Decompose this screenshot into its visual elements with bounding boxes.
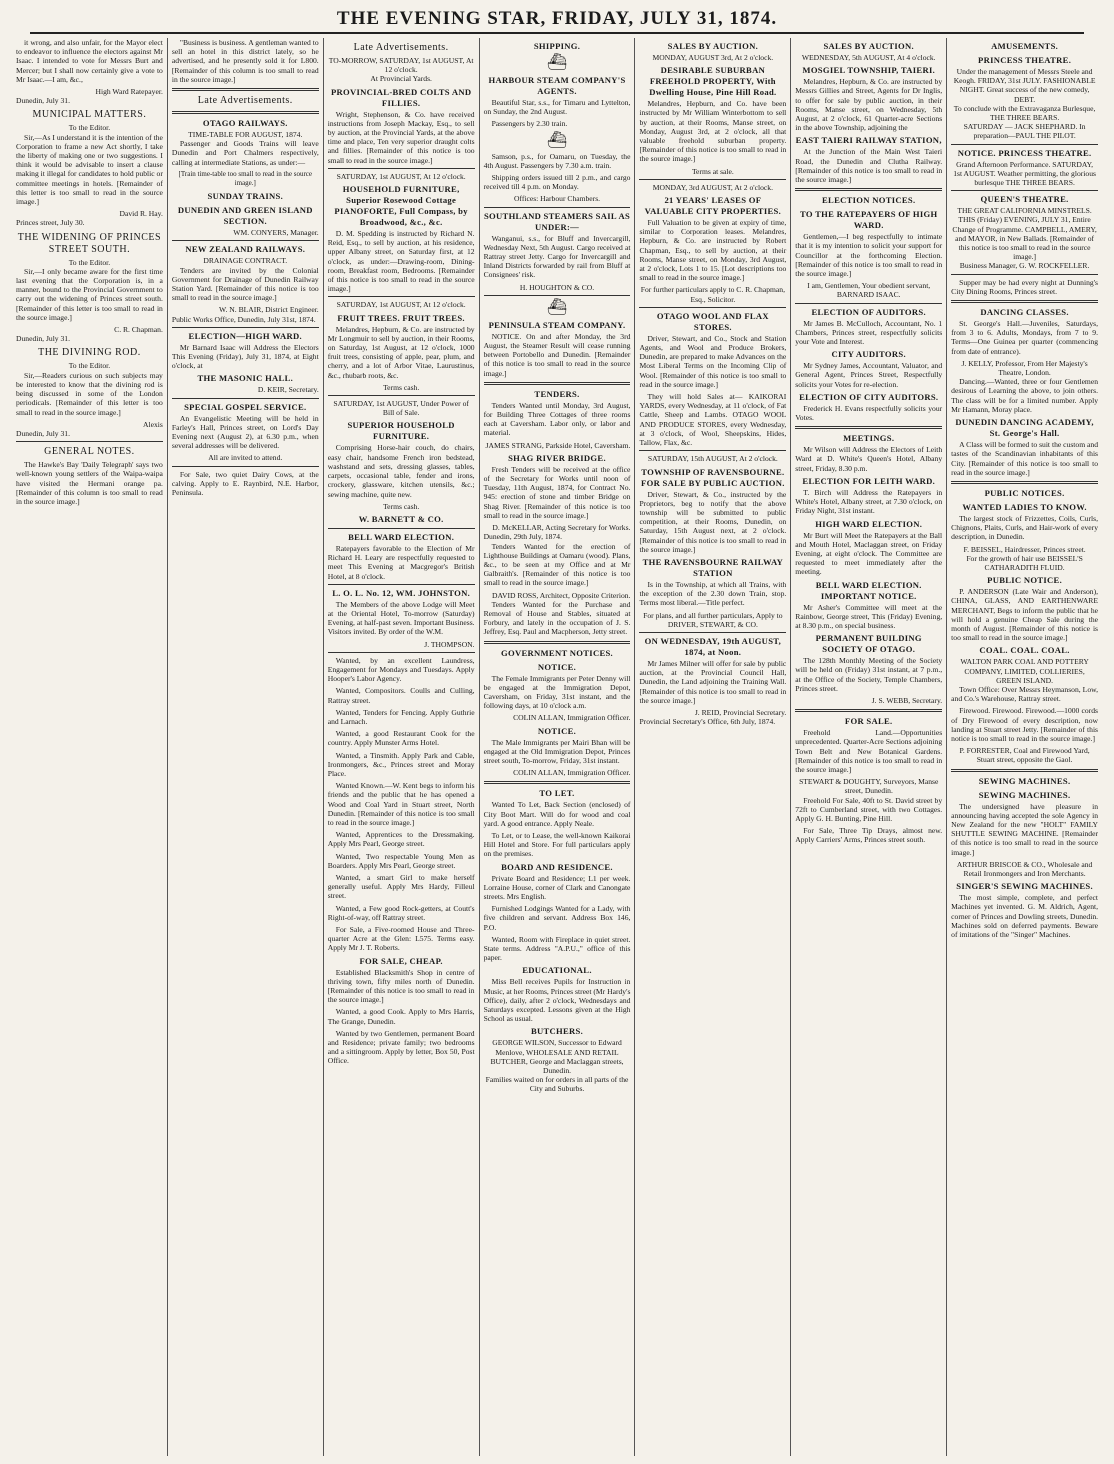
ad-text: D. M. Spedding is instructed by Richard N. Reid, Esq., to sell by auction, at his residence, upper Albany street, on Saturday first, at 12 o'clock, as under:—Drawing-room, Dining-room, Breakfast room, Bedrooms. [Remainder of this notice is too small to read in the source image.] bbox=[327, 229, 475, 294]
ad-title: ELECTION FOR LEITH WARD. bbox=[802, 475, 936, 486]
ad-signature: J. THOMPSON. bbox=[424, 639, 475, 649]
divider bbox=[639, 179, 786, 180]
ad-text: Driver, Stewart, & Co., instructed by the Proprietors, beg to notify that the above township will be submitted to public competition, at their Rooms, Dunedin, on Saturday, 15th August next, at 2 o'clock. [Remainder of this notice is too small to read in the source image.] bbox=[639, 489, 787, 554]
divider bbox=[484, 382, 631, 385]
letter-date: Dunedin, July 31. bbox=[16, 428, 70, 438]
letter-signature: David R. Hay. bbox=[119, 209, 163, 219]
ad-date: Public Works Office, Dunedin, July 31st, 1874. bbox=[171, 314, 316, 324]
section-heading: FOR SALE. bbox=[844, 716, 893, 727]
steamship-icon: ⛴ bbox=[546, 54, 568, 71]
classified-ad: Wanted, Tenders for Fencing. Apply Guthrie and Larnach. bbox=[327, 707, 475, 726]
ad-signature: F. BEISSEL, Hairdresser, Princes street. bbox=[963, 544, 1086, 554]
classified-ad: Wanted Known.—W. Kent begs to inform his friends and the public that he has opened a Wood and Coal Yard in Stuart street, North Dunedin. [Remainder of this notice is too small to read in the source image.] bbox=[327, 781, 475, 827]
ad-text: Wanganui, s.s., for Bluff and Invercargill, Wednesday Next, 5th August. Cargo received at Rattray street Jetty. Cargo for Invercargill and Inland Districts forwarded by rail from Bluff at Consignees' risk. bbox=[483, 233, 631, 280]
ad-text: Tenders are invited by the Colonial Government for Drainage of Dunedin Railway Station Yard. [Remainder of this notice is too small to read in the source image.] bbox=[171, 265, 319, 303]
classified-ad: For Sale, Three Tip Drays, almost new. Apply Carriers' Arms, Princes street south. bbox=[795, 826, 943, 845]
ad-text: The undersigned have pleasure in announcing having accepted the sole Agency in New Zealand for the new "HOLT" FAMILY SHUTTLE SEWING MACHINE. [Remainder of this notice is too small to read in the source image.] bbox=[951, 801, 1099, 857]
ad-title: MOSGIEL TOWNSHIP, TAIERI. bbox=[802, 65, 936, 76]
ad-date: TO-MORROW, SATURDAY, 1st AUGUST, At 12 o'clock. bbox=[328, 56, 474, 75]
column-3 bbox=[324, 38, 480, 1456]
ad-signature: I am, Gentlemen, Your obedient servant, BARNARD ISAAC. bbox=[807, 281, 931, 300]
ad-text: The most simple, complete, and perfect Machines yet invented. G. M. Aldrich, Agent, corner of Princes and Dowling streets, Dunedin. Machines sold on deferred payments. Beware of imitations of the "Singer" Machines. bbox=[951, 893, 1099, 940]
classified-ad: Wanted, a Few good Rock-getters, at Coutt's Right-of-way, off Rattray street. bbox=[327, 903, 475, 922]
classified-ad: Wanted, Two respectable Young Men as Boarders. Apply Mrs Pearl, George street. bbox=[327, 851, 475, 870]
ad-text: Tenders Wanted for the erection of Lighthouse Buildings at Oamaru (wood). Plans, &c., to be seen at my Office and at Mr Galbraith's. [Remainder of this notice is too small to read in the source image.] bbox=[483, 541, 631, 588]
ad-title: OTAGO WOOL AND FLAX STORES. bbox=[656, 310, 769, 332]
ad-signature: COLIN ALLAN, Immigration Officer. bbox=[513, 713, 631, 723]
divider bbox=[951, 300, 1098, 303]
section-heading: AMUSEMENTS. bbox=[991, 41, 1059, 51]
classified-ad: Wanted To Let, Back Section (enclosed) of City Boot Mart. Will do for wood and coal yard. A good entrance. Apply Neale. bbox=[483, 800, 631, 828]
ad-signature: D. KEIR, Secretary. bbox=[257, 385, 319, 395]
ad-title: PRINCESS THEATRE. bbox=[978, 55, 1072, 65]
ad-title: NEW ZEALAND RAILWAYS. bbox=[185, 244, 306, 255]
article-heading: THE WIDENING OF PRINCES STREET SOUTH. bbox=[17, 231, 162, 255]
column-6 bbox=[791, 38, 947, 1456]
classified-ad: Wanted by two Gentlemen, permanent Board and Residence; private family; two bedrooms and a sittingroom. Apply by letter, Box 50, Post Office. bbox=[327, 1028, 475, 1066]
classified-ad: GEORGE WILSON, Successor to Edward Menlove, WHOLESALE AND RETAIL BUTCHER, George and Maclaggan streets, Dunedin. bbox=[490, 1038, 624, 1076]
divider bbox=[795, 709, 942, 712]
ad-text: Driver, Stewart, and Co., Stock and Station Agents, and Wool and Produce Brokers, Dunedin, are prepared to make Advances on the Most Liberal Terms on the Incoming Clip of Wool. [Remainder of this notice is too small to read in the source image.] bbox=[639, 333, 787, 389]
divider bbox=[328, 652, 475, 653]
ad-title: NOTICE. bbox=[537, 661, 577, 672]
ad-title: HIGH WARD ELECTION. bbox=[815, 518, 923, 529]
ad-text: Frederick H. Evans respectfully solicits your Votes. bbox=[795, 403, 943, 423]
ad-title: HARBOUR STEAM COMPANY'S AGENTS. bbox=[488, 75, 626, 96]
classified-ad: Furnished Lodgings Wanted for a Lady, with five children and servant. Address Box 146, P.O. bbox=[483, 904, 631, 932]
ad-text: Is in the Township, at which all Trains, with the exception of the 2.30 down Train, stop. Terms most liberal.—Title perfect. bbox=[639, 579, 787, 608]
section-heading: Late Advertisements. bbox=[197, 95, 293, 107]
divider bbox=[951, 769, 1098, 772]
ad-title: 21 YEARS' LEASES OF VALUABLE CITY PROPERTIES. bbox=[644, 195, 782, 217]
ad-date: SATURDAY, 1st AUGUST, At 12 o'clock. bbox=[336, 300, 466, 310]
ad-text: Ratepayers favorable to the Election of Mr Richard H. Leary are respectfully requested to meet This Evening at Macgregor's British Hotel, at 8 o'clock. bbox=[327, 543, 475, 581]
ad-title: OTAGO RAILWAYS. bbox=[202, 118, 288, 129]
ad-title: BELL WARD ELECTION. IMPORTANT NOTICE. bbox=[815, 579, 922, 601]
classified-ad: Wanted, Apprentices to the Dressmaking. Apply Mrs Pearl, George street. bbox=[327, 830, 475, 849]
ad-text: WALTON PARK COAL AND POTTERY COMPANY, LIMITED, COLLIERIES, GREEN ISLAND. bbox=[960, 657, 1089, 685]
ad-date: MONDAY, AUGUST 3rd, At 2 o'clock. bbox=[652, 53, 774, 62]
ad-text: Melandres, Hepburn, and Co. have been instructed by Mr William Winterbottom to sell by auction, at their Rooms, Manse street, on Monday, August 3rd, at 2 o'clock, all that valuable freehold suburban property. [Remainder of this notice is too small to read in the source image.] bbox=[639, 99, 787, 164]
classified-ad: Private Board and Residence; L1 per week. Lorraine House, corner of Clark and Canongate streets. Mrs English. bbox=[483, 873, 631, 901]
ad-text: Mr Burt will Meet the Ratepayers at the Ball and Mouth Hotel, Maclaggan street, on Friday Evening, at eight o'clock. The Committee are requested to meet immediately after the meeting. bbox=[795, 530, 943, 577]
ad-text: Mr Asher's Committee will meet at the Rainbow, George street, This (Friday) Evening, at 8.30 p.m., on special business. bbox=[795, 602, 943, 630]
divider bbox=[172, 466, 319, 467]
ad-text: To conclude with the Extravaganza Burlesque, THE THREE BEARS. bbox=[953, 103, 1096, 123]
ad-text: Tenders Wanted until Monday, 3rd August, for Building Three Cottages of three rooms each at Caversham. Labor only, or labor and material. bbox=[483, 400, 631, 438]
ad-footer: All are invited to attend. bbox=[208, 453, 283, 463]
ad-title: SPECIAL GOSPEL SERVICE. bbox=[184, 401, 307, 412]
divider bbox=[639, 632, 786, 633]
letter-text: Sir,—Readers curious on such subjects may be interested to know that the divining rod is being discussed in some of the London periodicals. [Remainder of this letter is too small to read in the source image.] bbox=[16, 370, 163, 417]
letter-text: Sir,—I only became aware for the first time last evening that the Corporation is, in a manner, bound to the Provincial Government to carry out the widening of Princes street south. [Remainder of this letter is too small to read in the source image.] bbox=[16, 266, 163, 322]
divider bbox=[16, 441, 163, 442]
ad-text: Tenders Wanted for the Purchase and Removal of House and Stables, situated at Forbury, and lately in the occupation of J. S. Jeffrey, Esq. Paul and Macpherson, Jetty street. bbox=[483, 599, 631, 637]
ad-signature: H. HOUGHTON & CO. bbox=[519, 282, 595, 292]
section-heading: BOARD AND RESIDENCE. bbox=[501, 861, 613, 872]
ad-text: An Evangelistic Meeting will be held in Farley's Hall, Princes street, on Lord's Day Evening next (August 2), at 6.30 p.m., when several addresses will be delivered. bbox=[171, 413, 319, 451]
article-subheading: To the Editor. bbox=[68, 361, 111, 371]
ad-title: BELL WARD ELECTION. bbox=[348, 531, 455, 542]
letter-text: it wrong, and also unfair, for the Mayor elect to endeavor to influence the electors against Mr Isaac. I intended to vote for Messrs Burt and Mercer; but I shall now certainly give a vote to Mr Isaac.—I am, &c., bbox=[16, 38, 163, 84]
ad-text: St. George's Hall.—Juveniles, Saturdays, from 3 to 6. Adults, Mondays, from 7 to 9. Terms—One Guinea per quarter (commencing from date of entrance). bbox=[951, 319, 1099, 356]
section-heading: EDUCATIONAL. bbox=[522, 965, 592, 976]
section-heading: TENDERS. bbox=[534, 388, 580, 399]
classified-ad: Wanted, by an excellent Laundress, Engagement for Mondays and Tuesdays. Apply Hooper's Labor Agency. bbox=[327, 655, 475, 684]
ad-text: Dancing.—Wanted, three or four Gentlemen desirous of Learning the above, to join others. The class will be for a limited number. Apply Mr Hamann, Moray place. bbox=[951, 377, 1099, 414]
ad-text: Mr Sydney James, Accountant, Valuator, and General Agent, Princes Street, Respectfully solicits your Votes for re-election. bbox=[795, 361, 943, 389]
ad-text: P. ANDERSON (Late Wair and Anderson), CHINA, GLASS, AND EARTHENWARE MERCHANT, Begs to inform the public that he will hold a genuine Cheap Sale during the month of August. [Remainder of this notice is too small to read in the source image.] bbox=[951, 587, 1099, 643]
divider bbox=[795, 426, 942, 429]
ad-text: Mr Wilson will Address the Electors of Leith Ward at D. White's Queen's Hotel, Albany street, Friday, 8.30 p.m. bbox=[795, 445, 943, 473]
ad-signature: JAMES STRANG, Parkside Hotel, Caversham. bbox=[485, 440, 631, 450]
article-heading: GENERAL NOTES. bbox=[44, 446, 135, 458]
ad-title: TOWNSHIP OF RAVENSBOURNE. FOR SALE BY PUBLIC AUCTION. bbox=[641, 466, 785, 488]
ad-signature: DAVID ROSS, Architect, Opposite Criterion. bbox=[492, 590, 631, 600]
divider bbox=[328, 296, 475, 297]
ad-text: Comprising Horse-hair couch, do chairs, easy chair, handsome French iron bedstead, washstand and sets, dressing glasses, tables, carpets, occasional table, fender and irons, crockery, glassware, kitchen utensils, &c.; sewing machine, quite new. bbox=[327, 443, 475, 499]
divider bbox=[328, 168, 475, 169]
ad-signature: ARTHUR BRISCOE & CO., Wholesale and Retail Ironmongers and Iron Merchants. bbox=[956, 859, 1093, 878]
section-heading: GOVERNMENT NOTICES. bbox=[500, 647, 614, 658]
ad-title: DUNEDIN DANCING ACADEMY, St. George's Hall. bbox=[955, 417, 1094, 439]
classified-ad: Wanted, Compositors. Coulls and Culling, Rattray street. bbox=[327, 686, 475, 705]
ad-signature: W. N. BLAIR, District Engineer. bbox=[219, 305, 319, 315]
ad-title: SHAG RIVER BRIDGE. bbox=[508, 452, 606, 463]
ad-subheading: THE RAVENSBOURNE RAILWAY STATION bbox=[642, 556, 784, 578]
ad-text: Grand Afternoon Performance. SATURDAY, 1st AUGUST. Weather permitting, the glorious burlesque THE THREE BEARS. bbox=[953, 159, 1096, 188]
ad-title: SINGER'S SEWING MACHINES. bbox=[956, 881, 1093, 892]
ad-title: CITY AUDITORS. bbox=[831, 349, 906, 360]
article-text: "Business is business. A gentleman wanted to sell an hotel in this district lately, so he advertised, and he presently sold it for L800. [Remainder of this column is too small to read in the source image.] bbox=[171, 38, 319, 84]
classified-ad: Freehold For Sale, 40ft to St. David street by 72ft to Cumberland street, with two Cottages. Apply G. H. Bunting, Pine Hill. bbox=[795, 795, 943, 823]
ad-text: Wright, Stephenson, & Co. have received instructions from Joseph Mackay, Esq., to sell by auction, at the Provincial Yards, at the above time and place, Ten very superior draught colts and fillies. [Remainder of this notice is too small to read in the source image.] bbox=[327, 109, 475, 165]
ad-place: THE MASONIC HALL. bbox=[197, 373, 294, 384]
ad-text: Mr James B. McCulloch, Accountant, No. 1 Chambers, Princes street, respectfully solicits your Vote and Interest. bbox=[795, 318, 943, 347]
divider bbox=[484, 641, 631, 644]
ad-text: At the Junction of the Main West Taieri Road, the Dunedin and Clutha Railway. [Remainder of this notice is too small to read in the source image.] bbox=[795, 147, 943, 185]
ad-text: For Sale, two quiet Dairy Cows, at the calving. Apply to E. Raynbird, N.E. Harbor, Peninsula. bbox=[171, 469, 319, 498]
letter-date: Dunedin, July 31. bbox=[16, 96, 70, 106]
ad-footer: Terms at sale. bbox=[691, 166, 734, 176]
letter-signature: C. R. Chapman. bbox=[114, 325, 163, 335]
classified-ad: Wanted, a good Cook. Apply to Mrs Harris, The Grange, Dunedin. bbox=[327, 1007, 475, 1026]
ad-text: SATURDAY — JACK SHEPHARD. In preparation—PAUL THE PILOT. bbox=[963, 122, 1086, 141]
ad-date: SATURDAY, 15th AUGUST, At 2 o'clock. bbox=[647, 454, 778, 464]
ad-subheading: EAST TAIERI RAILWAY STATION, bbox=[795, 135, 942, 146]
ad-date: Provincial Secretary's Office, 6th July, 1874. bbox=[639, 717, 776, 727]
divider bbox=[484, 207, 631, 208]
ad-text: Full Valuation to be given at expiry of time, similar to Corporation leases. Melandres, Hepburn, & Co. are instructed by Robert Chapman, Esq., to sell by auction, at their Rooms, Manse street, on Monday, 3rd August, at 2 o'clock, Lots 1 to 15. [Lot descriptions too small to read in the source image.] bbox=[639, 218, 787, 283]
steamship-icon: ⛴ bbox=[546, 131, 568, 149]
ad-signature: J. REID, Provincial Secretary. bbox=[694, 707, 787, 717]
ad-title: QUEEN'S THEATRE. bbox=[980, 194, 1069, 205]
ad-text: THE GREAT CALIFORNIA MINSTRELS. THIS (Friday) EVENING, JULY 31, Entire Change of Programme. CAMPBELL, AMERY, and MAYOR, in New Ballads. [Remainder of this notice is too small to read in the source image.] bbox=[952, 206, 1097, 262]
section-heading: BUTCHERS. bbox=[530, 1026, 584, 1037]
section-heading: DANCING CLASSES. bbox=[980, 307, 1069, 318]
column-5 bbox=[635, 38, 791, 1456]
classified-ad: Wanted, Room with Fireplace in quiet street. State terms. Address "A.P.U.," office of this paper. bbox=[483, 934, 631, 963]
ad-signature: STEWART & DOUGHTY, Surveyors, Manse street, Dunedin. bbox=[799, 777, 939, 796]
ad-title: SOUTHLAND STEAMERS SAIL AS UNDER:— bbox=[483, 210, 631, 232]
divider bbox=[172, 88, 319, 91]
ad-text: The Male Immigrants per Mairi Bhan will be engaged at the Old Immigration Depot, Princes street south, To-morrow, Friday, 31st instant. bbox=[483, 737, 631, 765]
column-4 bbox=[480, 38, 636, 1456]
ad-title: NOTICE. PRINCESS THEATRE. bbox=[957, 147, 1092, 158]
classified-ad: For Sale, a Five-roomed House and Three-quarter Acre at the Glen: L575. Terms easy. Apply Mr J. T. Roberts. bbox=[327, 925, 475, 953]
ad-subtitle: TIME-TABLE FOR AUGUST, 1874. bbox=[188, 130, 303, 140]
section-heading: TO LET. bbox=[539, 788, 575, 799]
divider bbox=[328, 584, 475, 585]
steamship-icon: ⛴ bbox=[546, 298, 568, 316]
ad-title: ON WEDNESDAY, 19th AUGUST, 1874, at Noon. bbox=[644, 635, 782, 657]
ad-subtitle: DRAINAGE CONTRACT. bbox=[203, 256, 288, 266]
classified-ad: Wanted, a Tinsmith. Apply Park and Cable, Ironmongers, &c., Princes street and Moray Place. bbox=[327, 750, 475, 778]
classified-ad: Established Blacksmith's Shop in centre of thriving town, fifty miles north of Dunedin. [Remainder of this notice is too small to read in the source image.] bbox=[327, 967, 475, 1005]
ad-signature: Business Manager, G. W. ROCKFELLER. bbox=[959, 261, 1090, 271]
classified-ad: Freehold Land.—Opportunities unprecedented. Quarter-Acre Sections adjoining Town Belt and New Botanical Gardens. [Remainder of this notice is too small to read in the source image.] bbox=[795, 728, 943, 774]
ad-title: FRUIT TREES. FRUIT TREES. bbox=[337, 312, 465, 323]
ad-text: Shipping orders issued till 2 p.m., and cargo received till 4 p.m. on Monday. bbox=[483, 173, 631, 192]
ad-subheading: DUNEDIN AND GREEN ISLAND SECTION. bbox=[177, 205, 313, 227]
article-heading: MUNICIPAL MATTERS. bbox=[32, 109, 147, 121]
columns bbox=[12, 38, 1102, 1456]
ad-footer: Terms cash. bbox=[383, 501, 420, 511]
ad-text: Supper may be had every night at Dunning's City Dining Rooms, Princes street. bbox=[951, 277, 1099, 296]
ad-date: Dunedin, 29th July, 1874. bbox=[483, 532, 562, 542]
ad-title: HOUSEHOLD FURNITURE, Superior Rosewood Cottage PIANOFORTE, Full Compass, by Broadwood, &c., &c. bbox=[334, 184, 468, 228]
letter-signature: Alexis bbox=[143, 419, 163, 429]
ad-footer: For further particulars apply to C. R. Chapman, Esq., Solicitor. bbox=[640, 285, 785, 304]
ad-text: Fresh Tenders will be received at the office of the Secretary for Works until noon of Tuesday, 11th August, 1874, for Contract No. 945: erection of stone and timber Bridge on Shag River. [Remainder of this notice is too small to read in the source image.] bbox=[483, 464, 631, 520]
ad-title: ELECTION—HIGH WARD. bbox=[188, 330, 303, 341]
ad-signature: COLIN ALLAN, Immigration Officer. bbox=[513, 768, 631, 778]
ad-text: A Class will be formed to suit the custom and tastes of the Scandinavian inhabitants of this City. [Remainder of this notice is too small to read in the source image.] bbox=[951, 440, 1099, 477]
ad-footer: Offices: Harbour Chambers. bbox=[513, 194, 601, 204]
classified-ad: To Let, or to Lease, the well-known Kaikorai Hill Hotel and Store. For full particulars apply on the premises. bbox=[483, 830, 631, 859]
ad-text: For the growth of hair use BEISSEL'S CATHARADITH FLUID. bbox=[966, 553, 1083, 572]
classified-ad: Wanted, a smart Girl to make herself generally useful. Apply Mrs Hardy, Filleul street. bbox=[327, 873, 475, 901]
ad-signature: WM. CONYERS, Manager. bbox=[233, 228, 319, 238]
divider bbox=[639, 450, 786, 451]
ad-text: Under the management of Messrs Steele and Keogh. FRIDAY, 31st JULY. FASHIONABLE NIGHT. Great success of the new comedy, DEBT. bbox=[953, 67, 1096, 104]
ad-title: ELECTION OF AUDITORS. bbox=[811, 306, 926, 317]
ad-text: NOTICE. On and after Monday, the 3rd August, the Steamer Result will cease running between Portobello and Dunedin. [Remainder of this notice is too small to read in the source image.] bbox=[483, 331, 631, 378]
ad-title: COAL. COAL. COAL. bbox=[979, 645, 1070, 656]
column-7 bbox=[947, 38, 1102, 1456]
masthead: THE EVENING STAR, FRIDAY, JULY 31, 1874. bbox=[30, 6, 1084, 34]
letter-date: Princes street, July 30. bbox=[16, 218, 85, 228]
ad-title: ELECTION OF CITY AUDITORS. bbox=[799, 391, 939, 402]
divider bbox=[639, 307, 786, 308]
divider bbox=[951, 144, 1098, 145]
ad-text: The 128th Monthly Meeting of the Society will be held on (Friday) 31st instant, at 7 p.m., at the Office of the Society, Temple Chambers, Princes street. bbox=[795, 656, 943, 693]
ad-signature: D. McKELLAR, Acting Secretary for Works. bbox=[492, 523, 631, 533]
classified-ad: Families waited on for orders in all parts of the City and Suburbs. bbox=[485, 1075, 629, 1094]
section-heading: SHIPPING. bbox=[533, 41, 581, 51]
ad-text: The Female Immigrants per Peter Denny will be engaged at the Immigration Depot, Caversham, on Friday, 31st instant, and the following days, at 10 o'clock a.m. bbox=[483, 673, 631, 711]
divider bbox=[172, 240, 319, 241]
divider bbox=[951, 190, 1098, 191]
divider bbox=[172, 111, 319, 114]
divider bbox=[328, 528, 475, 529]
classified-ad: Miss Bell receives Pupils for Instruction in Music, at her Rooms, Princes street (Mr Hardy's Office), daily, after 2 o'clock, Wednesdays and Saturdays excepted. Lessons given at the High School as usual. bbox=[483, 977, 631, 1024]
divider bbox=[795, 188, 942, 191]
ad-text: Beautiful Star, s.s., for Timaru and Lyttelton, on Sunday, the 2nd August. bbox=[483, 98, 631, 117]
ad-text: Firewood. Firewood. Firewood.—1000 cords of Dry Firewood of every description, now landing at Stuart street Jetty. [Remainder of this notice is too small to read in the source image.] bbox=[951, 706, 1099, 743]
section-heading: Late Advertisements. bbox=[353, 42, 449, 53]
section-heading: SEWING MACHINES. bbox=[978, 775, 1071, 786]
ad-text: The Members of the above Lodge will Meet at the Oriental Hotel, To-morrow (Saturday) Evening, at half-past seven. Important Business. Visitors invited. By order of the W.M. bbox=[327, 599, 475, 637]
ad-footer: For plans, and all further particulars, Apply to DRIVER, STEWART, & CO. bbox=[643, 610, 783, 629]
ad-title: WANTED LADIES TO KNOW. bbox=[962, 501, 1087, 512]
divider bbox=[172, 327, 319, 328]
section-heading: PUBLIC NOTICES. bbox=[984, 487, 1065, 498]
article-heading: THE DIVINING ROD. bbox=[38, 347, 141, 359]
ad-title: PERMANENT BUILDING SOCIETY OF OTAGO. bbox=[815, 633, 922, 655]
section-heading: MEETINGS. bbox=[843, 433, 895, 444]
ad-text: Passenger and Goods Trains will leave Dunedin and Port Chalmers respectively, calling at intermediate Stations, as under:— bbox=[171, 139, 319, 167]
ad-signature: P. FORRESTER, Coal and Firewood Yard, Stuart street, opposite the Gaol. bbox=[959, 746, 1090, 765]
ad-date: WEDNESDAY, 5th AUGUST, At 4 o'clock. bbox=[801, 53, 936, 62]
ad-footer: Terms cash. bbox=[383, 382, 420, 392]
ad-title: PENINSULA STEAM COMPANY. bbox=[488, 319, 626, 330]
ad-text: Town Office: Over Messrs Heymanson, Low, and Co.'s Warehouse, Rattray street. bbox=[951, 684, 1099, 704]
ad-title: DESIRABLE SUBURBAN FREEHOLD PROPERTY, With Dwelling House, Pine Hill Road. bbox=[649, 65, 777, 98]
ad-text: Mr James Milner will offer for sale by public auction, at the Provincial Council Hall, Dunedin, the Land adjoining the Training Wall. [Remainder of this notice is too small to read in the source image.] bbox=[639, 658, 787, 705]
timetable: [Train time-table too small to read in the source image.] bbox=[178, 169, 313, 188]
ad-text: The largest stock of Frizzettes, Coils, Curls, Chignons, Plaits, Curls, and Hair-work of every description, in Dunedin. bbox=[951, 513, 1099, 542]
ad-text: Mr Barnard Isaac will Address the Electors This Evening (Friday), July 31, 1874, at Eight o'clock, at bbox=[171, 342, 319, 371]
ad-title: PROVINCIAL-BRED COLTS AND FILLIES. bbox=[330, 86, 472, 108]
letter-date: Dunedin, July 31. bbox=[16, 334, 70, 344]
letter-signature: High Ward Ratepayer. bbox=[95, 87, 163, 97]
divider bbox=[172, 398, 319, 399]
ad-title: TO THE RATEPAYERS OF HIGH WARD. bbox=[799, 209, 938, 231]
section-heading: SALES BY AUCTION. bbox=[667, 41, 759, 51]
ad-text: Samson, p.s., for Oamaru, on Tuesday, the 4th August. Passengers by 7.30 a.m. train. bbox=[483, 151, 631, 170]
divider bbox=[795, 303, 942, 304]
divider bbox=[484, 295, 631, 296]
ad-date: SATURDAY, 1st AUGUST, At 12 o'clock. bbox=[336, 171, 466, 181]
article-text: The Hawke's Bay 'Daily Telegraph' says two well-known young settlers of the Waipa-waipa have visited the Hermani orange pa. [Remainder of this column is too small to read in the source image.] bbox=[16, 460, 163, 506]
ad-title: SUPERIOR HOUSEHOLD FURNITURE. bbox=[347, 420, 455, 442]
ad-text: T. Birch will Address the Ratepayers in White's Hotel, Albany street, at 7.30 o'clock, on Friday Night, 31st instant. bbox=[795, 487, 943, 516]
ad-date: MONDAY, 3rd AUGUST, At 2 o'clock. bbox=[652, 182, 773, 192]
ad-text: Melandres, Hepburn, & Co. are instructed by Messrs Gillies and Street, Agents for Dr Inglis, to offer for sale by public auction, in their Rooms, Manse street, on Wednesday, 5th August, at 2 o'clock, 61 Quarter-acre Sections in the above Township, adjoining the bbox=[795, 77, 943, 133]
section-heading: SALES BY AUCTION. bbox=[823, 41, 914, 51]
column-1 bbox=[12, 38, 168, 1456]
ad-date: SATURDAY, 1st AUGUST, Under Power of Bill of Sale. bbox=[333, 399, 469, 418]
ad-title: L. O. L. No. 12, WM. JOHNSTON. bbox=[332, 587, 471, 598]
ad-signature: J. S. WEBB, Secretary. bbox=[871, 695, 943, 705]
column-2 bbox=[168, 38, 324, 1456]
divider bbox=[484, 781, 631, 784]
ad-signature: J. KELLY, Professor, From Her Majesty's Theatre, London. bbox=[961, 358, 1088, 378]
divider bbox=[951, 481, 1098, 484]
ad-title: FOR SALE, CHEAP. bbox=[359, 955, 443, 966]
divider bbox=[328, 395, 475, 396]
section-heading: ELECTION NOTICES. bbox=[822, 195, 916, 206]
ad-subheading: SUNDAY TRAINS. bbox=[207, 191, 284, 202]
ad-title: PUBLIC NOTICE. bbox=[987, 575, 1063, 586]
article-subheading: To the Editor. bbox=[68, 257, 111, 267]
ad-signature: W. BARNETT & CO. bbox=[358, 513, 444, 524]
ad-title: NOTICE. bbox=[537, 725, 577, 736]
classified-ad: Wanted, a good Restaurant Cook for the country. Apply Munster Arms Hotel. bbox=[327, 729, 475, 748]
divider bbox=[951, 274, 1098, 275]
ad-title: SEWING MACHINES. bbox=[978, 789, 1071, 800]
ad-place: At Provincial Yards. bbox=[370, 74, 432, 84]
ad-text: They will hold Sales at— KAIKORAI YARDS, every Wednesday, at 11 o'clock, of Fat Cattle, Sheep and Lambs. OTAGO WOOL AND PRODUCE STORES, every Wednesday, at 3 o'clock, of Wool, Sheepskins, Hides, Tallow, Flax, &c. bbox=[639, 392, 787, 448]
ad-text: Melandres, Hepburn, & Co. are instructed by Mr Longmuir to sell by auction, in their Rooms, on Saturday, 1st August, at 12 o'clock, 1000 fruit trees, consisting of apple, pear, plum, and cherry, and a lot of Arbor Vitae, Laurustinus, &c., rhubarb roots, &c. bbox=[327, 324, 475, 380]
letter-text: Sir,—As I understand it is the intention of the Corporation to frame a new Act shortly, I take the liberty of making one or two suggestions. I think it would be advisable to insert a clause making it illegal for candidates to hold public or committee meetings in hotels. [Remainder of this letter is too small to read in the source image.] bbox=[16, 132, 163, 207]
ad-text: Gentlemen,—I beg respectfully to intimate that it is my intention to solicit your support for Councillor at the forthcoming Election. [Remainder of this notice is too small to read in the source image.] bbox=[795, 232, 943, 279]
article-subheading: To the Editor. bbox=[68, 123, 111, 133]
ad-text: Passengers by 2.30 train. bbox=[491, 119, 568, 129]
